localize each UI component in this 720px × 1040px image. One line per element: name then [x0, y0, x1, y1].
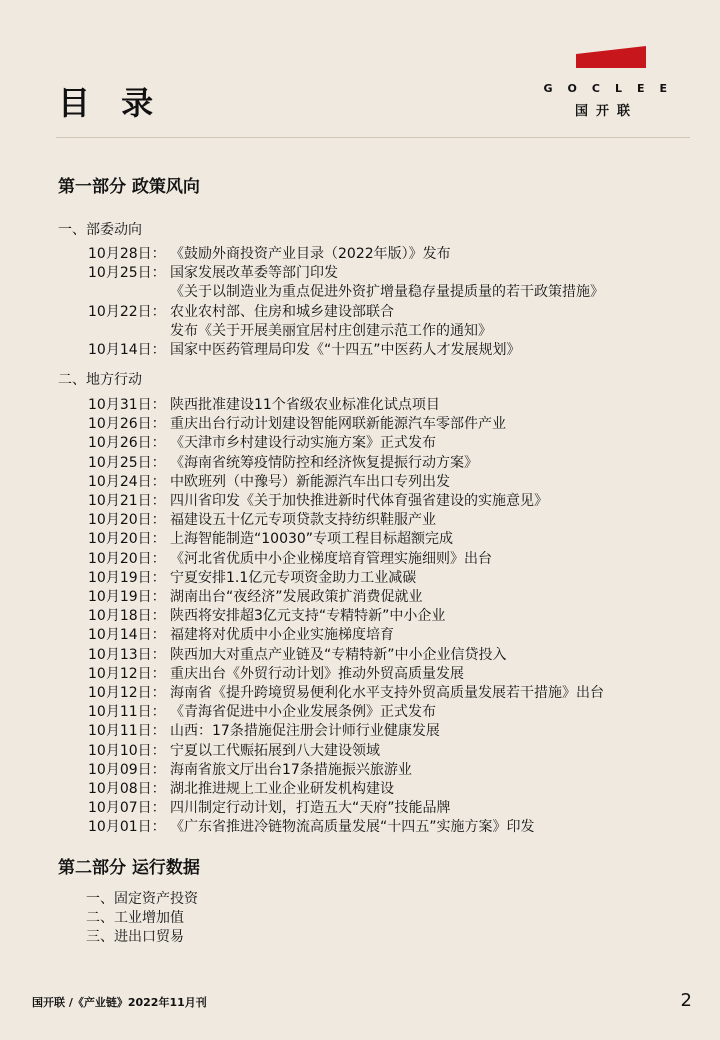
entry-text: 四川省印发《关于加快推进新时代体育强省建设的实施意见》: [170, 493, 548, 510]
list-item: [88, 646, 604, 665]
list-item: [88, 722, 604, 741]
entry-text: 重庆出台《外贸行动计划》推动外贸高质量发展: [170, 665, 464, 682]
entry-date: [88, 283, 170, 302]
list-item: [88, 588, 604, 607]
list-item: [88, 415, 604, 434]
entry-text: 国家发展改革委等部门印发: [170, 265, 338, 282]
list-item: [88, 703, 604, 722]
entry-date: 10月01日：: [88, 819, 166, 836]
list-item: [88, 341, 604, 360]
entry-text: 宁夏以工代赈拓展到八大建设领域: [170, 742, 380, 759]
header-divider: [56, 137, 690, 138]
entry-date: 10月22日：: [88, 303, 166, 320]
entry-text: 《广东省推进冷链物流高质量发展“十四五”实施方案》印发: [170, 819, 535, 836]
list-item: [88, 264, 604, 283]
entry-date: 10月26日：: [88, 435, 166, 452]
list-item: 二、工业增加值: [86, 910, 184, 926]
logo-latin-text: GOCLEE: [543, 82, 682, 95]
entry-date: 10月28日：: [88, 246, 166, 262]
entry-text: 《河北省优质中小企业梯度培育管理实施细则》出台: [170, 550, 492, 567]
entry-date: 10月20日：: [88, 550, 166, 567]
entry-text: 陕西将安排超3亿元支持“专精特新”中小企业: [170, 608, 446, 625]
list-item: [88, 245, 604, 264]
list-item: [88, 434, 604, 453]
list-item: [88, 665, 604, 684]
entry-date: 10月10日：: [88, 742, 166, 759]
list-item: [88, 607, 604, 626]
entry-date: 10月11日：: [88, 704, 166, 721]
list-item: [88, 684, 604, 703]
entry-date: 10月09日：: [88, 761, 166, 778]
entry-text: 《海南省统筹疫情防控和经济恢复提振行动方案》: [170, 454, 478, 471]
list-item: [88, 742, 604, 761]
entry-date: 10月25日：: [88, 265, 166, 282]
entry-text: 陕西加大对重点产业链及“专精特新”中小企业信贷投入: [170, 646, 507, 663]
part2-item-list: [86, 890, 198, 947]
entry-text: 福建设五十亿元专项贷款支持纺织鞋服产业: [170, 512, 436, 529]
section-title: 一、部委动向: [58, 222, 142, 238]
page-number: 2: [680, 990, 692, 1011]
entry-date: 10月18日：: [88, 608, 166, 625]
entry-list: [88, 245, 604, 360]
list-item: [88, 322, 604, 341]
list-item: [88, 761, 604, 780]
list-item: [88, 550, 604, 569]
footer-text: 国开联 /《产业链》2022年11月刊: [32, 996, 207, 1009]
list-item: [88, 511, 604, 530]
list-item: [88, 396, 604, 415]
entry-text: 宁夏安排1.1亿元专项资金助力工业减碳: [170, 569, 417, 586]
entry-text: 福建将对优质中小企业实施梯度培育: [170, 627, 394, 644]
entry-text: 上海智能制造“10030”专项工程目标超额完成: [170, 531, 454, 548]
list-item: 一、固定资产投资: [86, 891, 198, 907]
entry-text: 湖南出台“夜经济”发展政策扩消费促就业: [170, 589, 423, 606]
entry-date: 10月14日：: [88, 627, 166, 644]
list-item: [88, 473, 604, 492]
logo-mark-icon: [576, 46, 646, 68]
entry-date: 10月19日：: [88, 589, 166, 606]
entry-date: 10月20日：: [88, 531, 166, 548]
list-item: [88, 780, 604, 799]
list-item: [88, 492, 604, 511]
entry-date: 10月25日：: [88, 454, 166, 471]
entry-text: 农业农村部、住房和城乡建设部联合: [170, 303, 394, 320]
part2-title: 第二部分 运行数据: [58, 858, 200, 878]
entry-date: 10月19日：: [88, 569, 166, 586]
entry-date: [88, 322, 170, 341]
list-item: [88, 283, 604, 302]
entry-text: 陕西批准建设11个省级农业标准化试点项目: [170, 397, 440, 413]
list-item: [88, 799, 604, 818]
entry-date: 10月14日：: [88, 342, 166, 359]
entry-date: 10月26日：: [88, 416, 166, 433]
entry-text: 海南省旅文厅出台17条措施振兴旅游业: [170, 761, 412, 778]
entry-text: 国家中医药管理局印发《“十四五”中医药人才发展规划》: [170, 342, 521, 359]
page-title: 目 录: [58, 84, 164, 122]
list-item: 三、进出口贸易: [86, 929, 184, 945]
list-item: [88, 303, 604, 322]
list-item: [88, 626, 604, 645]
part1-title: 第一部分 政策风向: [58, 177, 200, 197]
goclee-logo: [532, 46, 682, 119]
entry-date: 10月07日：: [88, 800, 166, 817]
list-item: [88, 530, 604, 549]
list-item: [88, 454, 604, 473]
entry-text: 中欧班列（中豫号）新能源汽车出口专列出发: [170, 473, 450, 490]
entry-text: 海南省《提升跨境贸易便利化水平支持外贸高质量发展若干措施》出台: [170, 685, 604, 702]
entry-date: 10月24日：: [88, 473, 166, 490]
entry-list: [88, 396, 604, 838]
logo-chinese-text: 国开联: [574, 104, 638, 119]
list-item: [88, 818, 604, 837]
section-title: 二、地方行动: [58, 372, 142, 388]
entry-text: 发布《关于开展美丽宜居村庄创建示范工作的通知》: [170, 322, 492, 339]
entry-date: 10月12日：: [88, 665, 166, 682]
entry-text: 湖北推进规上工业企业研发机构建设: [170, 781, 394, 798]
list-item: [88, 569, 604, 588]
entry-date: 10月31日：: [88, 397, 166, 413]
entry-text: 重庆出台行动计划建设智能网联新能源汽车零部件产业: [170, 416, 506, 433]
entry-text: 四川制定行动计划，打造五大“天府”技能品牌: [170, 800, 451, 817]
entry-date: 10月12日：: [88, 685, 166, 702]
entry-text: 《青海省促进中小企业发展条例》正式发布: [170, 704, 436, 721]
entry-text: 《天津市乡村建设行动实施方案》正式发布: [170, 435, 436, 452]
entry-date: 10月08日：: [88, 781, 166, 798]
entry-text: 山西：17条措施促注册会计师行业健康发展: [170, 723, 440, 740]
entry-text: 《鼓励外商投资产业目录（2022年版）》发布: [170, 246, 451, 262]
entry-date: 10月11日：: [88, 723, 166, 740]
entry-date: 10月20日：: [88, 512, 166, 529]
entry-text: 《关于以制造业为重点促进外资扩增量稳存量提质量的若干政策措施》: [170, 284, 604, 301]
entry-date: 10月13日：: [88, 646, 166, 663]
entry-date: 10月21日：: [88, 493, 166, 510]
